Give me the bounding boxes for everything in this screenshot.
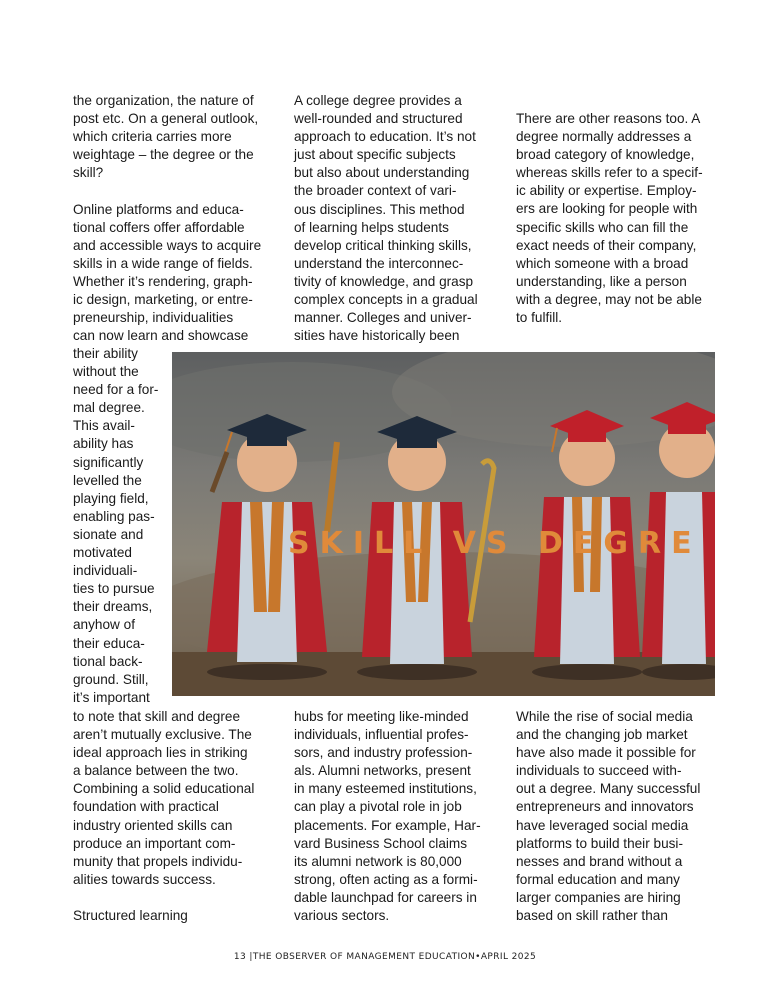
article-column-1-bottom	[73, 708, 254, 925]
paragraph-break	[73, 889, 254, 907]
text-line: out a degree. Many successful	[516, 781, 701, 797]
text-line: their ability	[73, 346, 138, 361]
page-footer	[0, 952, 770, 962]
text-line: anyhow of	[73, 617, 135, 633]
text-line: nesses and brand without a	[516, 853, 683, 869]
text-line: hubs for meeting like-minded	[294, 709, 469, 724]
text-line: complex concepts in a gradual	[294, 292, 478, 308]
text-line: with a degree, may not be able	[516, 291, 702, 307]
text-line: it’s important	[73, 689, 150, 705]
text-line: individuals to succeed with-	[516, 763, 682, 779]
text-line: Whether it’s rendering, graph-	[73, 273, 253, 289]
text-line: als. Alumni networks, present	[294, 763, 471, 779]
text-line: of learning helps students	[294, 219, 449, 235]
skill-vs-degree-banner: SKILL VS DEGRE	[288, 526, 702, 561]
text-line: entrepreneurs and innovators	[516, 799, 694, 815]
text-line: to note that skill and degree	[73, 709, 241, 724]
text-line: alities towards success.	[73, 871, 216, 887]
text-line: well-rounded and structured	[294, 111, 463, 127]
article-column-3-bottom	[516, 708, 700, 925]
text-line: ability has	[73, 436, 134, 452]
graduates-illustration	[172, 352, 715, 696]
text-line: but also about understanding	[294, 165, 470, 181]
text-line: ideal approach lies in striking	[73, 745, 248, 761]
text-line: and accessible ways to acquire	[73, 237, 262, 253]
text-line: need for a for-	[73, 382, 159, 398]
text-line: degree normally addresses a	[516, 129, 692, 145]
text-line: mal degree.	[73, 400, 145, 416]
text-line: which criteria carries more	[73, 129, 232, 145]
text-line: produce an important com-	[73, 835, 236, 851]
text-line: in many esteemed institutions,	[294, 781, 477, 797]
text-line: the broader context of vari-	[294, 183, 457, 199]
text-line: ers are looking for people with	[516, 201, 698, 217]
text-line: manner. Colleges and univer-	[294, 310, 472, 326]
text-line: Structured learning	[73, 908, 188, 924]
page-number: 13	[233, 952, 247, 962]
text-line: industry oriented skills can	[73, 817, 233, 833]
text-line: a balance between the two.	[73, 763, 239, 779]
text-line: skills in a wide range of fields.	[73, 255, 253, 271]
article-column-3-top	[516, 110, 703, 327]
text-line: vard Business School claims	[294, 835, 468, 851]
text-line: playing field,	[73, 490, 149, 506]
paragraph-break	[73, 182, 261, 200]
text-line: sities have historically been	[294, 328, 460, 344]
text-line: to fulfill.	[516, 310, 563, 326]
text-line: While the rise of social media	[516, 709, 693, 724]
text-line: which someone with a broad	[516, 255, 689, 271]
text-line: their dreams,	[73, 599, 153, 615]
graduates-artwork	[172, 352, 715, 696]
text-line: its alumni network is 80,000	[294, 853, 462, 869]
text-line: broad category of knowledge,	[516, 147, 695, 163]
text-line: ous disciplines. This method	[294, 201, 465, 217]
text-line: This avail-	[73, 418, 135, 434]
text-line: can play a pivotal role in job	[294, 799, 462, 815]
text-line: foundation with practical	[73, 799, 219, 815]
text-line: understand the interconnec-	[294, 255, 464, 271]
article-column-1-wrap	[73, 345, 158, 707]
text-line: sionate and	[73, 526, 144, 542]
text-line: preneurship, individualities	[73, 310, 234, 326]
footer-dot: •	[475, 952, 481, 962]
text-line: Combining a solid educational	[73, 781, 255, 797]
text-line: motivated	[73, 545, 132, 561]
text-line: ties to pursue	[73, 581, 155, 597]
text-line: formal education and many	[516, 871, 680, 887]
text-line: sors, and industry profession-	[294, 745, 473, 761]
text-line: individuals, influential profes-	[294, 727, 469, 743]
text-line: Online platforms and educa-	[73, 201, 244, 217]
text-line: various sectors.	[294, 908, 390, 924]
text-line: tional back-	[73, 653, 143, 669]
text-line: weightage – the degree or the	[73, 147, 254, 163]
article-column-2-bottom	[294, 708, 481, 925]
text-line: There are other reasons too. A	[516, 111, 701, 126]
text-line: post etc. On a general outlook,	[73, 111, 259, 127]
text-line: ic design, marketing, or entre-	[73, 292, 253, 308]
text-line: aren’t mutually exclusive. The	[73, 727, 252, 743]
text-line: ground. Still,	[73, 671, 149, 687]
text-line: exact needs of their company,	[516, 237, 697, 253]
text-line: platforms to build their busi-	[516, 835, 683, 851]
text-line: specific skills who can fill the	[516, 219, 689, 235]
text-line: tivity of knowledge, and grasp	[294, 273, 474, 289]
text-line: levelled the	[73, 472, 142, 488]
text-line: whereas skills refer to a specif-	[516, 165, 703, 181]
text-line: munity that propels individu-	[73, 853, 243, 869]
text-line: approach to education. It’s not	[294, 129, 476, 145]
footer-separator: |	[249, 952, 253, 962]
text-line: just about specific subjects	[294, 147, 456, 163]
text-line: placements. For example, Har-	[294, 817, 481, 833]
text-line: their educa-	[73, 635, 145, 651]
text-line: the organization, the nature of	[73, 93, 254, 108]
issue-date: APRIL 2025	[480, 952, 537, 962]
text-line: develop critical thinking skills,	[294, 237, 472, 253]
publication-name: THE OBSERVER OF MANAGEMENT EDUCATION	[252, 952, 476, 962]
article-column-1-top	[73, 92, 261, 345]
text-line: without the	[73, 364, 139, 380]
text-line: significantly	[73, 454, 144, 470]
text-line: strong, often acting as a formi-	[294, 871, 478, 887]
text-line: can now learn and showcase	[73, 328, 249, 344]
text-line: have also made it possible for	[516, 745, 696, 761]
text-line: and the changing job market	[516, 727, 688, 743]
text-line: individuali-	[73, 563, 138, 579]
text-line: based on skill rather than	[516, 908, 668, 924]
text-line: enabling pas-	[73, 508, 155, 524]
article-column-2-top	[294, 92, 478, 345]
text-line: have leveraged social media	[516, 817, 689, 833]
text-line: ic ability or expertise. Employ-	[516, 183, 697, 199]
text-line: tional coffers offer affordable	[73, 219, 245, 235]
text-line: skill?	[73, 165, 104, 181]
text-line: A college degree provides a	[294, 93, 462, 108]
text-line: understanding, like a person	[516, 273, 687, 289]
text-line: dable launchpad for careers in	[294, 889, 477, 905]
text-line: larger companies are hiring	[516, 889, 681, 905]
